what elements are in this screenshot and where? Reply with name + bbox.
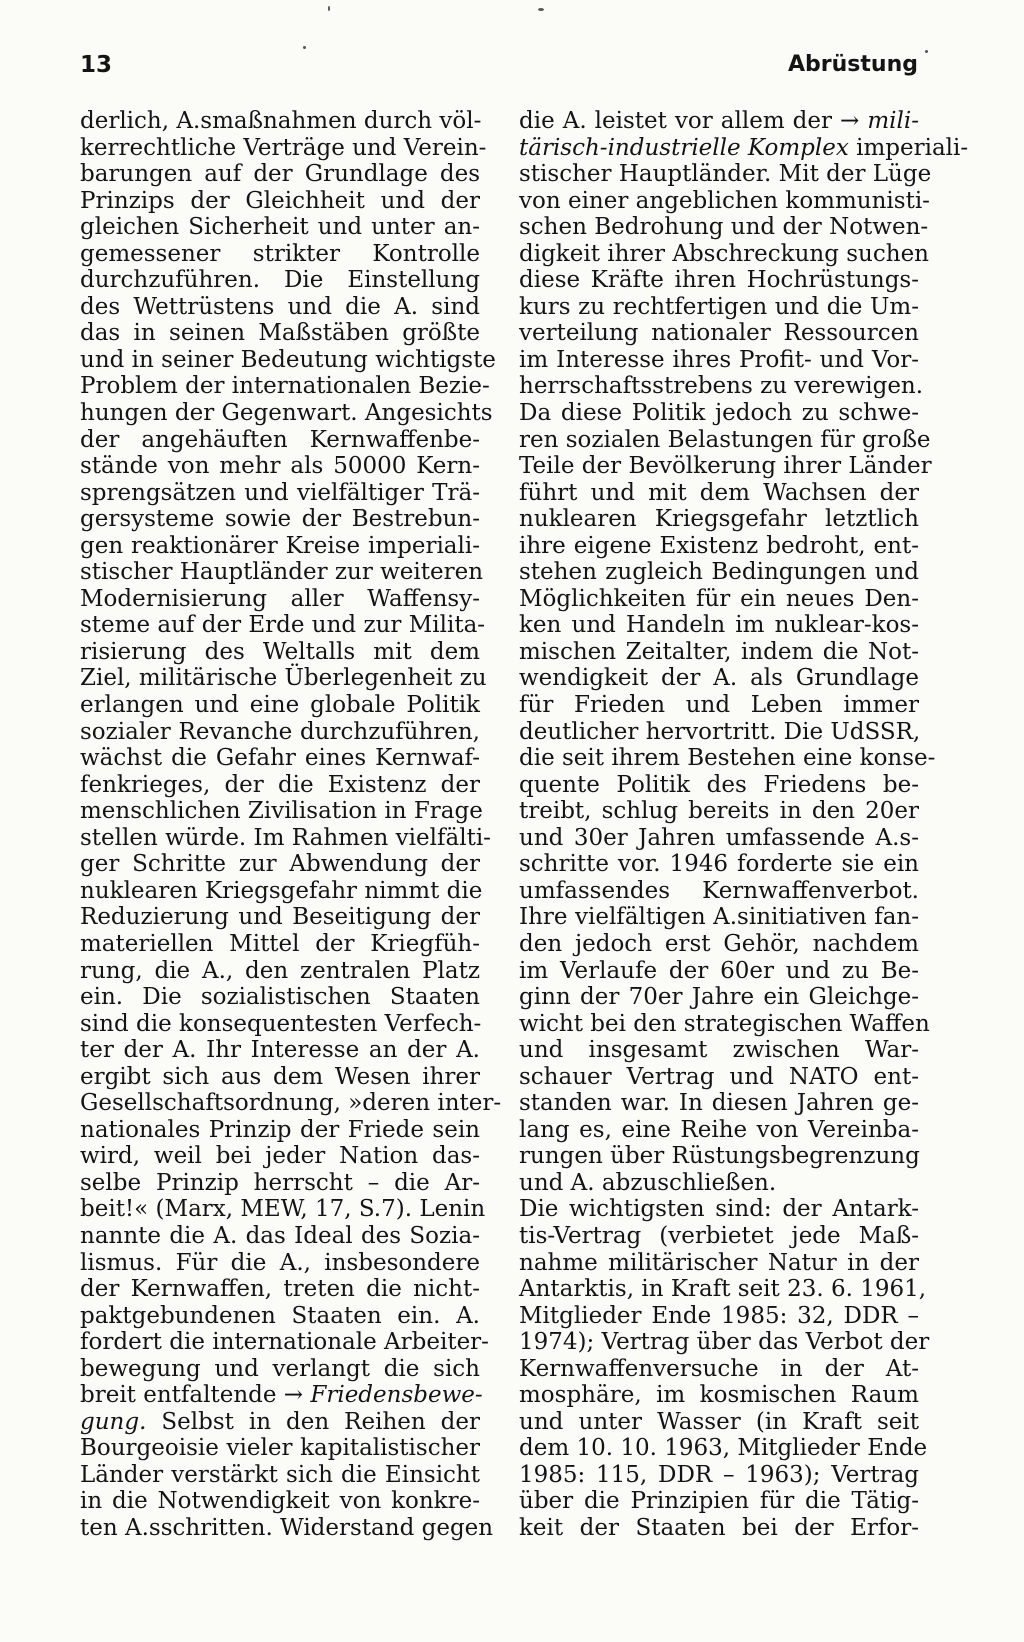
text-line: Möglichkeiten für ein neues Den-: [519, 585, 919, 612]
text-line: die seit ihrem Bestehen eine konse-: [519, 745, 936, 772]
text-line: der angehäuften Kernwaffenbe-: [80, 426, 480, 453]
scan-speck: [925, 50, 928, 53]
italic-term: mili-: [867, 108, 919, 134]
text-line: stellen würde. Im Rahmen vielfälti-: [80, 824, 491, 851]
text-line: und unter Wasser (in Kraft seit: [519, 1408, 919, 1435]
text-line: paktgebundenen Staaten ein. A.: [80, 1302, 480, 1329]
text-line: im Verlaufe der 60er und zu Be-: [519, 957, 919, 984]
page-header: [80, 52, 918, 82]
text-line: standen war. In diesen Jahren ge-: [519, 1090, 919, 1117]
text-line: quente Politik des Friedens be-: [519, 771, 919, 798]
text-line: der Kernwaffen, treten die nicht-: [80, 1276, 480, 1303]
text-line: beit!« (Marx, MEW, 17, S.7). Lenin: [80, 1196, 486, 1223]
text-line: wird, weil bei jeder Nation das-: [80, 1143, 480, 1170]
text-line: ter der A. Ihr Interesse an der A.: [80, 1037, 480, 1064]
text-line: gersysteme sowie der Bestrebun-: [80, 506, 480, 533]
text-line: treibt, schlug bereits in den 20er: [519, 798, 919, 825]
text-line: Teile der Bevölkerung ihrer Länder: [519, 453, 932, 480]
text-line: durchzuführen. Die Einstellung: [80, 267, 480, 294]
scan-speck: [328, 6, 330, 11]
text-line: stände von mehr als 50000 Kern-: [80, 453, 480, 480]
text-line: rung, die A., den zentralen Platz: [80, 957, 480, 984]
text-line: und in seiner Bedeutung wichtigste: [80, 346, 496, 373]
text-line: Ziel, militärische Überlegenheit zu: [80, 665, 487, 692]
italic-term: Friedensbewe-: [310, 1382, 483, 1409]
text-line: ihre eigene Existenz bedroht, ent-: [519, 532, 919, 559]
text-line: barungen auf der Grundlage des: [80, 161, 480, 188]
text-line: stischer Hauptländer. Mit der Lüge: [519, 161, 932, 188]
text-line: hungen der Gegenwart. Angesichts: [80, 400, 493, 427]
text-line: schauer Vertrag und NATO ent-: [519, 1063, 919, 1090]
text-line: gen reaktionärer Kreise imperiali-: [80, 532, 480, 559]
text-line: ein. Die sozialistischen Staaten: [80, 984, 480, 1011]
text-line: diese Kräfte ihren Hochrüstungs-: [519, 267, 919, 294]
text-line: wendigkeit der A. als Grundlage: [519, 665, 919, 692]
text-line: materiellen Mittel der Kriegfüh-: [80, 930, 480, 957]
text-line: führt und mit dem Wachsen der: [519, 479, 919, 506]
text-line: wicht bei den strategischen Waffen: [519, 1010, 930, 1037]
text-line: und 30er Jahren umfassende A.s-: [519, 824, 919, 851]
text-line: Gesellschaftsordnung, »deren inter-: [80, 1090, 502, 1117]
text-line: wächst die Gefahr eines Kernwaf-: [80, 745, 480, 772]
text-line: rungen über Rüstungsbegrenzung: [519, 1143, 920, 1170]
text-line: des Wettrüstens und die A. sind: [80, 293, 480, 320]
text-line: und insgesamt zwischen War-: [519, 1037, 919, 1064]
text-line: herrschaftsstrebens zu verewigen.: [519, 373, 924, 400]
text-line: Länder verstärkt sich die Einsicht: [80, 1461, 480, 1488]
text-line: menschlichen Zivilisation in Frage: [80, 798, 483, 825]
running-head: Abrüstung: [788, 52, 918, 77]
text-line: tärisch-industrielle Komplex imperiali-: [519, 134, 969, 161]
text-line: für Frieden und Leben immer: [519, 692, 919, 719]
text-line: kurs zu rechtfertigen und die Um-: [519, 293, 919, 320]
text-line: fenkrieges, der die Existenz der: [80, 771, 480, 798]
text-line: gleichen Sicherheit und unter an-: [80, 214, 480, 241]
text-line: 1985: 115, DDR – 1963); Vertrag: [519, 1461, 919, 1488]
text-line: das in seinen Maßstäben größte: [80, 320, 480, 347]
text-line: nahme militärischer Natur in der: [519, 1249, 919, 1276]
italic-term: tärisch-industrielle Komplex: [519, 134, 849, 161]
text-line: Reduzierung und Beseitigung der: [80, 904, 480, 931]
text-line: Prinzips der Gleichheit und der: [80, 187, 480, 214]
text-line: dem 10. 10. 1963, Mitglieder Ende: [519, 1435, 928, 1462]
text-line: und A. abzuschließen.: [519, 1169, 777, 1196]
text-line: Da diese Politik jedoch zu schwe-: [519, 400, 919, 427]
text-line: ergibt sich aus dem Wesen ihrer: [80, 1063, 480, 1090]
text-line: keit der Staaten bei der Erfor-: [519, 1514, 919, 1541]
text-line: nuklearen Kriegsgefahr nimmt die: [80, 877, 483, 904]
text-line: schen Bedrohung und der Notwen-: [519, 214, 929, 241]
text-line: kerrechtliche Verträge und Verein-: [80, 134, 487, 161]
text-line: Die wichtigsten sind: der Antark-: [519, 1196, 919, 1223]
text-line: breit entfaltende → Friedensbewe-: [80, 1382, 483, 1409]
text-line: sind die konsequentesten Verfech-: [80, 1010, 482, 1037]
text-line: digkeit ihrer Abschreckung suchen: [519, 240, 929, 267]
text-line: in die Notwendigkeit von konkre-: [80, 1488, 480, 1515]
text-line: Bourgeoisie vieler kapitalistischer: [80, 1435, 480, 1462]
text-line: Ihre vielfältigen A.sinitiativen fan-: [519, 904, 919, 931]
text-line: erlangen und eine globale Politik: [80, 692, 480, 719]
text-line: über die Prinzipien für die Tätig-: [519, 1488, 919, 1515]
text-line: selbe Prinzip herrscht – die Ar-: [80, 1169, 480, 1196]
text-line: 1974); Vertrag über das Verbot der: [519, 1329, 930, 1356]
text-line: lismus. Für die A., insbesondere: [80, 1249, 480, 1276]
text-line: Mitglieder Ende 1985: 32, DDR –: [519, 1302, 919, 1329]
text-line: die A. leistet vor allem der → mili-: [519, 108, 919, 134]
text-line: Problem der internationalen Bezie-: [80, 373, 490, 400]
text-line: den jedoch erst Gehör, nachdem: [519, 930, 919, 957]
text-line: umfassendes Kernwaffenverbot.: [519, 877, 919, 904]
text-line: mosphäre, im kosmischen Raum: [519, 1382, 919, 1409]
italic-term: gung.: [80, 1408, 147, 1435]
text-line: stischer Hauptländer zur weiteren: [80, 559, 484, 586]
text-line: bewegung und verlangt die sich: [80, 1355, 480, 1382]
text-line: stehen zugleich Bedingungen und: [519, 559, 919, 586]
text-line: verteilung nationaler Ressourcen: [519, 320, 919, 347]
text-line: ten A.sschritten. Widerstand gegen: [80, 1514, 494, 1541]
text-line: fordert die internationale Arbeiter-: [80, 1329, 489, 1356]
text-line: gung. Selbst in den Reihen der: [80, 1408, 480, 1435]
left-column: [80, 108, 502, 1542]
text-line: nuklearen Kriegsgefahr letztlich: [519, 506, 919, 533]
text-line: mischen Zeitalter, indem die Not-: [519, 638, 919, 665]
text-line: Antarktis, in Kraft seit 23. 6. 1961,: [519, 1276, 927, 1303]
page-number: 13: [80, 52, 113, 78]
text-line: Kernwaffenversuche in der At-: [519, 1355, 919, 1382]
text-line: gemessener strikter Kontrolle: [80, 240, 480, 267]
text-line: ger Schritte zur Abwendung der: [80, 851, 480, 878]
text-line: derlich, A.smaßnahmen durch völ-: [80, 108, 482, 134]
scan-speck: [538, 8, 544, 11]
scan-speck: [303, 46, 306, 49]
text-line: von einer angeblichen kommunisti-: [519, 187, 930, 214]
text-line: sozialer Revanche durchzuführen,: [80, 718, 480, 745]
text-line: risierung des Weltalls mit dem: [80, 638, 480, 665]
text-line: nationales Prinzip der Friede sein: [80, 1116, 480, 1143]
text-line: im Interesse ihres Profit- und Vor-: [519, 346, 919, 373]
text-line: ken und Handeln im nuklear-kos-: [519, 612, 919, 639]
text-line: sprengsätzen und vielfältiger Trä-: [80, 479, 480, 506]
text-line: Modernisierung aller Waffensy-: [80, 585, 480, 612]
text-line: schritte vor. 1946 forderte sie ein: [519, 851, 919, 878]
text-line: ren sozialen Belastungen für große: [519, 426, 931, 453]
text-line: deutlicher hervortritt. Die UdSSR,: [519, 718, 921, 745]
text-line: lang es, eine Reihe von Vereinba-: [519, 1116, 919, 1143]
text-line: ginn der 70er Jahre ein Gleichge-: [519, 984, 919, 1011]
right-column: [519, 108, 969, 1542]
text-line: nannte die A. das Ideal des Sozia-: [80, 1222, 480, 1249]
text-line: tis-Vertrag (verbietet jede Maß-: [519, 1222, 919, 1249]
text-line: steme auf der Erde und zur Milita-: [80, 612, 486, 639]
